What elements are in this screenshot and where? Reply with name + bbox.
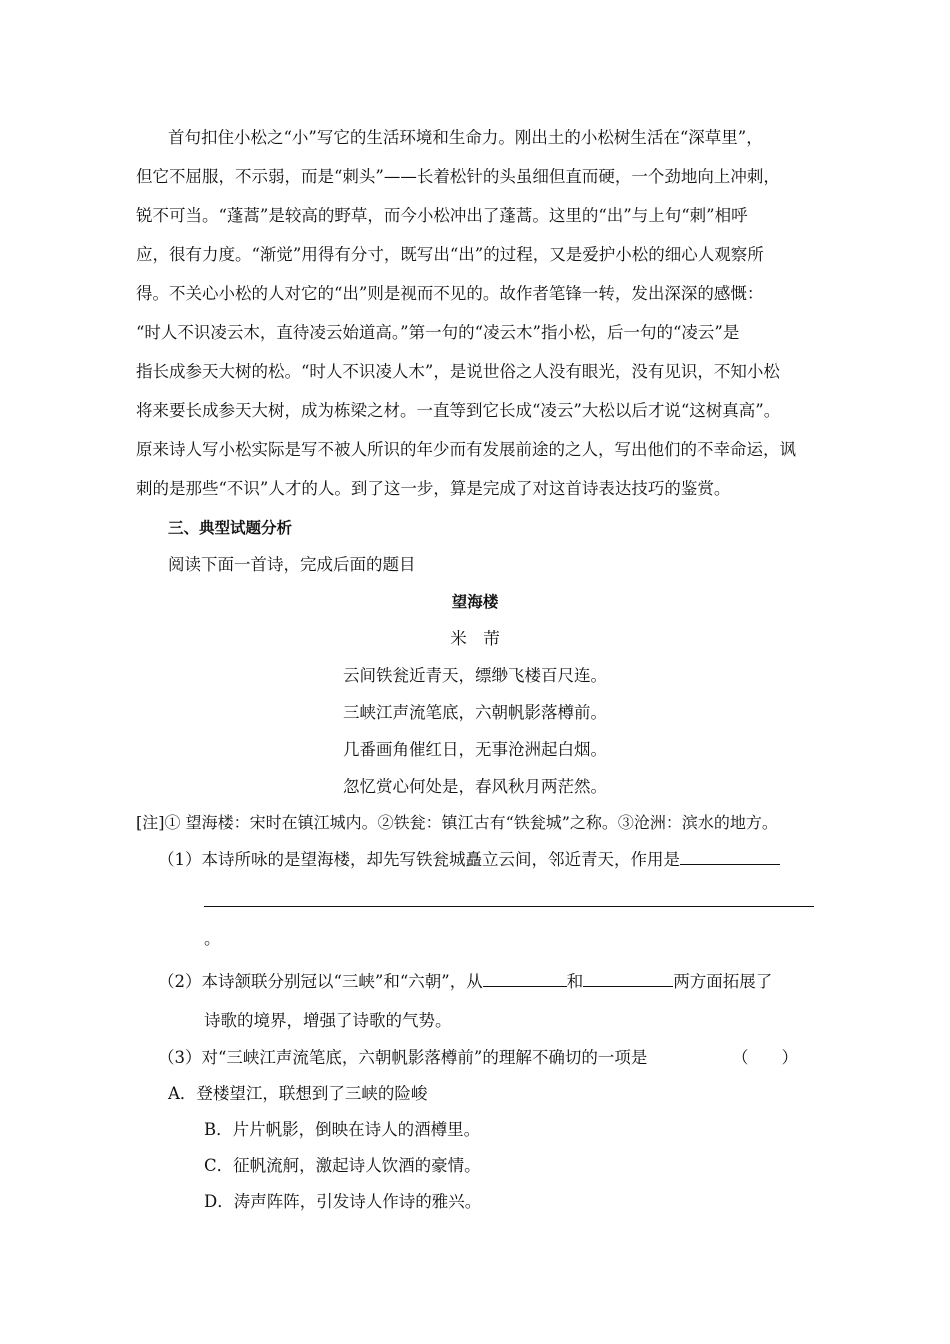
analysis-line: 但它不屈服，不示弱，而是“刺头”——长着松针的头虽细但直而硬，一个劲地向上冲刺， xyxy=(136,167,780,186)
question-1 xyxy=(158,848,780,871)
option-c[interactable]: C．征帆流舸，激起诗人饮酒的豪情。 xyxy=(204,1156,481,1175)
instruction: 阅读下面一首诗，完成后面的题目 xyxy=(168,555,416,574)
analysis-line: 指长成参天大树的松。“时人不识凌人木”，是说世俗之人没有眼光，没有见识，不知小松 xyxy=(136,362,780,381)
analysis-line: 得。不关心小松的人对它的“出”则是视而不见的。故作者笔锋一转，发出深深的感慨： xyxy=(136,284,764,303)
poem-line: 几番画角催红日，无事沧洲起白烟。 xyxy=(343,740,607,759)
question-3-text: （3）对“三峡江声流笔底，六朝帆影落樽前”的理解不确切的一项是 xyxy=(158,1048,648,1067)
option-d[interactable]: D．涛声阵阵，引发诗人作诗的雅兴。 xyxy=(204,1192,482,1211)
poem-line: 云间铁瓮近青天，缥缈飞楼百尺连。 xyxy=(343,666,607,685)
analysis-line: 首句扣住小松之“小”写它的生活环境和生命力。刚出土的小松树生活在“深草里”， xyxy=(168,128,763,147)
analysis-line: “时人不识凌云木，直待凌云始道高。”第一句的“凌云木”指小松，后一句的“凌云”是 xyxy=(136,323,740,342)
section-heading: 三、典型试题分析 xyxy=(168,519,293,537)
question-2-part2: 和 xyxy=(566,972,584,991)
answer-blank[interactable] xyxy=(483,970,567,987)
answer-line[interactable] xyxy=(204,906,814,907)
option-a[interactable]: A．登楼望江，联想到了三峡的险峻 xyxy=(168,1084,428,1103)
answer-blank[interactable] xyxy=(583,970,673,987)
poem-author: 米 芾 xyxy=(450,629,500,648)
question-2 xyxy=(158,970,772,993)
question-1-text: （1）本诗所咏的是望海楼，却先写铁瓮城矗立云间，邻近青天，作用是 xyxy=(158,850,680,869)
poem-line: 三峡江声流笔底，六朝帆影落樽前。 xyxy=(343,703,607,722)
question-2-line2: 诗歌的境界，增强了诗歌的气势。 xyxy=(204,1011,452,1030)
analysis-line: 锐不可当。“蓬蒿”是较高的野草，而今小松冲出了蓬蒿。这里的“出”与上句“刺”相呼 xyxy=(136,206,748,225)
answer-bracket[interactable]: （ ） xyxy=(732,1048,798,1067)
poem-note: [注]① 望海楼：宋时在镇江城内。②铁瓮：镇江古有“铁瓮城”之称。③沧洲：滨水的地方。 xyxy=(136,813,778,832)
analysis-line: 刺的是那些“不识”人才的人。到了这一步，算是完成了对这首诗表达技巧的鉴赏。 xyxy=(136,479,731,498)
analysis-line: 将来要长成参天大树，成为栋梁之材。一直等到它长成“凌云”大松以后才说“这树真高”。 xyxy=(136,401,781,420)
analysis-line: 原来诗人写小松实际是写不被人所识的年少而有发展前途的之人，写出他们的不幸命运，讽 xyxy=(136,440,796,459)
question-2-part3: 两方面拓展了 xyxy=(673,972,773,991)
poem-line: 忽忆赏心何处是，春风秋月两茫然。 xyxy=(343,777,607,796)
option-b[interactable]: B．片片帆影，倒映在诗人的酒樽里。 xyxy=(204,1120,481,1139)
answer-blank[interactable] xyxy=(680,848,780,865)
analysis-line: 应，很有力度。“渐觉”用得有分寸，既写出“出”的过程，又是爱护小松的细心人观察所 xyxy=(136,245,764,264)
poem-title: 望海楼 xyxy=(451,593,499,611)
question-2-part1: （2）本诗颔联分别冠以“三峡”和“六朝”，从 xyxy=(158,972,483,991)
question-1-end: 。 xyxy=(204,929,221,948)
